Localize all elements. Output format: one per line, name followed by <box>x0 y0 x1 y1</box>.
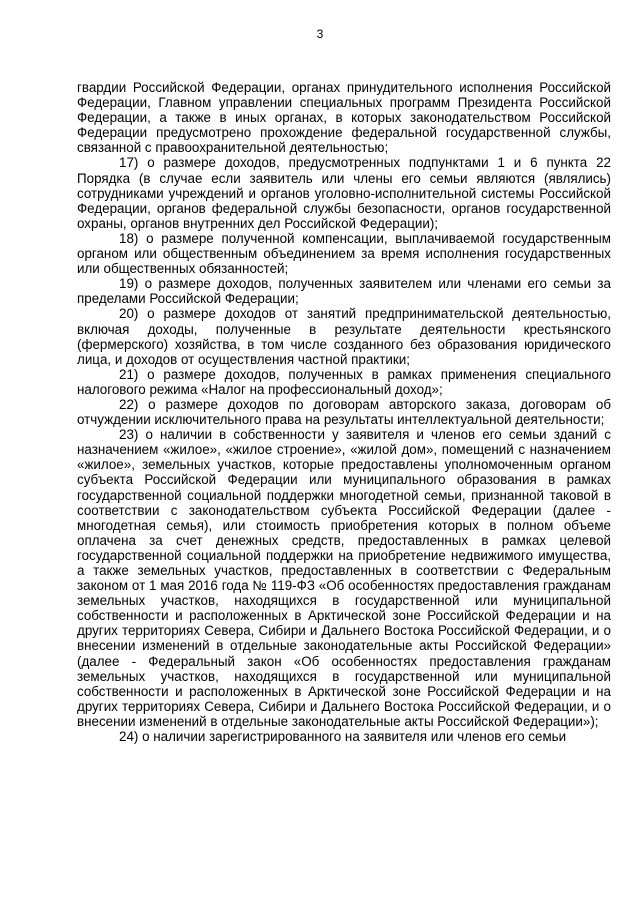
document-body <box>77 80 611 744</box>
paragraph-continuation: гвардии Российской Федерации, органах принудительного исполнения Российской Федерации, Главном управлении специальных программ Президента Российской Федерации, а также в иных органах, в которых законодательством Российской Федерации предусмотрено прохождение федеральной государственной службы, связанной с правоохранительной деятельностью; <box>77 80 611 156</box>
paragraph-item-19: 19) о размере доходов, полученных заявителем или членами его семьи за пределами Российской Федерации; <box>77 276 611 307</box>
paragraph-item-24: 24) о наличии зарегистрированного на заявителя или членов его семьи <box>119 729 567 745</box>
paragraph-item-23: 23) о наличии в собственности у заявителя и членов его семьи зданий с назначением «жилое», «жилое строение», «жилой дом», помещений с назначением «жилое», земельных участков, которые предоставлены уполномоченным органом субъекта Российской Федерации или муниципального образования в рамках государственной социальной поддержки многодетной семьи, признанной таковой в соответствии с законодательством субъекта Российской Федерации (далее - многодетная семья), или стоимость приобретения которых в полном объеме оплачена за счет денежных средств, предоставленных в рамках целевой государственной социальной поддержки на приобретение недвижимого имущества, а также земельных участков, предоставленных в соответствии с Федеральным законом от 1 мая 2016 года № 119-ФЗ «Об особенностях предоставления гражданам земельных участков, находящихся в государственной или муниципальной собственности и расположенных в Арктической зоне Российской Федерации и на других территориях Севера, Сибири и Дальнего Востока Российской Федерации, и о внесении изменений в отдельные законодательные акты Российской Федерации» (далее - Федеральный закон «Об особенностях предоставления гражданам земельных участков, находящихся в государственной или муниципальной собственности и расположенных в Арктической зоне Российской Федерации и на других территориях Севера, Сибири и Дальнего Востока Российской Федерации, и о внесении изменений в отдельные законодательные акты Российской Федерации»); <box>77 427 611 729</box>
paragraph-item-21: 21) о размере доходов, полученных в рамках применения специального налогового режима «Налог на профессиональный доход»; <box>77 366 611 397</box>
page-number: 3 <box>316 27 324 41</box>
paragraph-item-18: 18) о размере полученной компенсации, выплачиваемой государственным органом или общественным объединением за время исполнения государственных или общественных обязанностей; <box>77 230 611 277</box>
paragraph-item-20: 20) о размере доходов от занятий предпринимательской деятельностью, включая доходы, полученные в результате деятельности крестьянского (фермерского) хозяйства, в том числе созданного без образования юридического лица, и доходов от осуществления частной практики; <box>77 306 611 367</box>
paragraph-item-22: 22) о размере доходов по договорам авторского заказа, договорам об отчуждении исключительного права на результаты интеллектуальной деятельности; <box>77 396 611 428</box>
paragraph-item-17: 17) о размере доходов, предусмотренных подпунктами 1 и 6 пункта 22 Порядка (в случае если заявитель или члены его семьи являются (являлись) сотрудниками учреждений и органов уголовно-исполнительной системы Российской Федерации, органов федеральной службы безопасности, органов государственной охраны, органов внутренних дел Российской Федерации); <box>77 155 611 231</box>
